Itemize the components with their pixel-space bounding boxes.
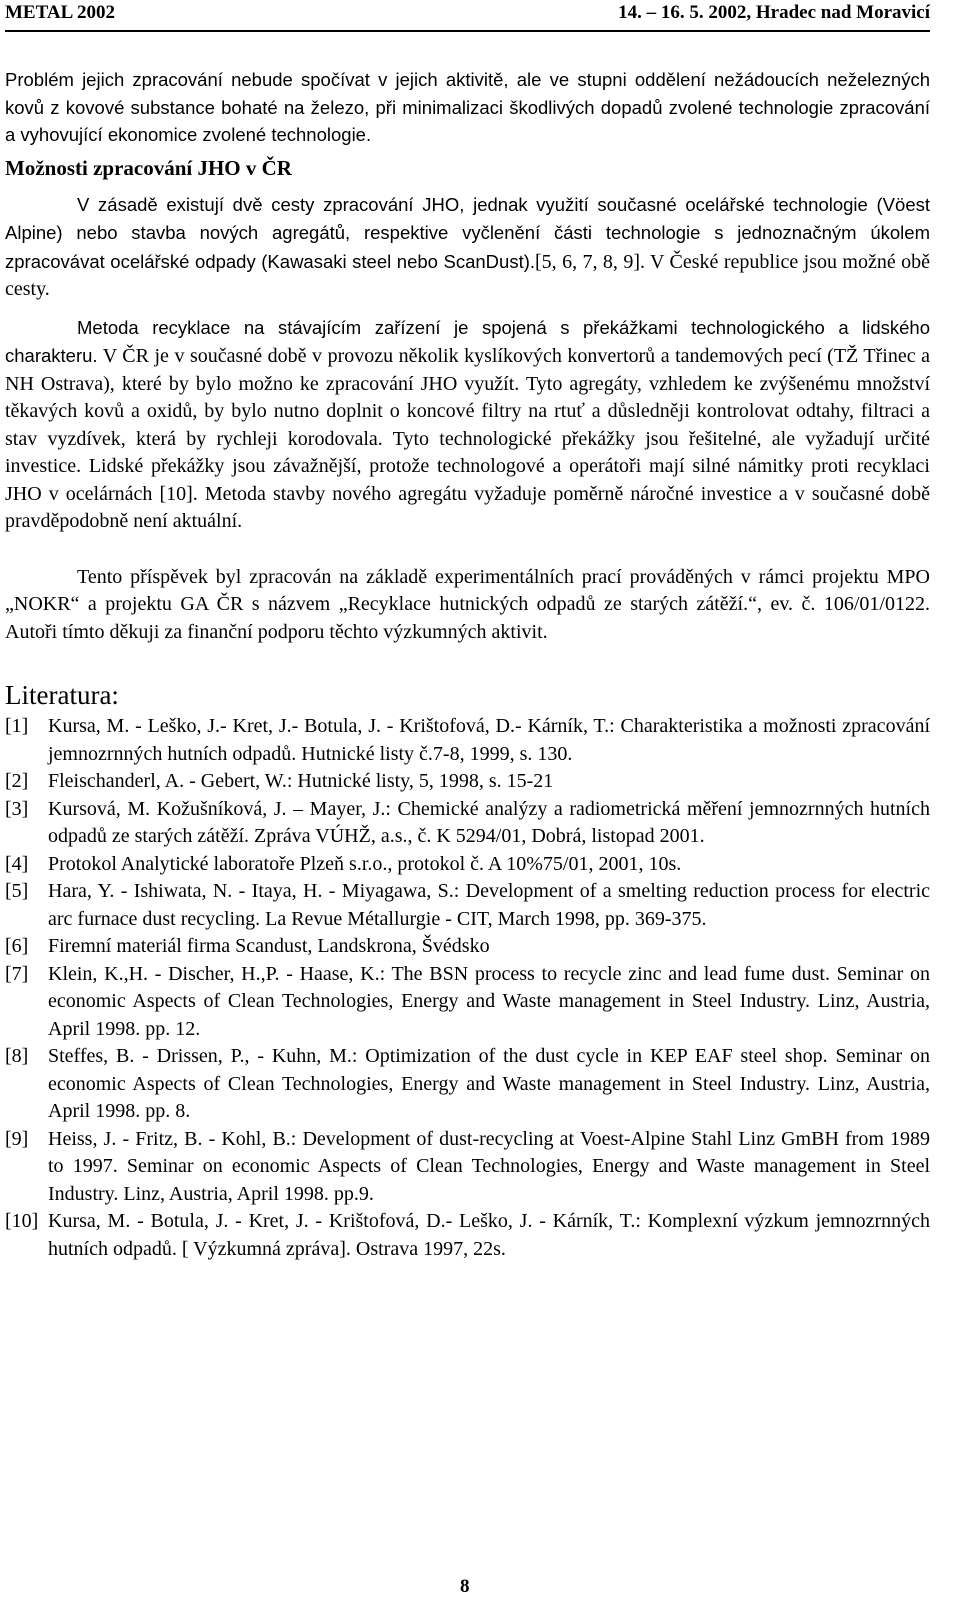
reference-text: Firemní materiál firma Scandust, Landskrona, Švédsko	[48, 935, 490, 957]
reference-text: Hara, Y. - Ishiwata, N. - Itaya, H. - Miyagawa, S.: Development of a smelting reduction process for electric arc furnace dust recycling. La Revue Métallurgie - CIT, March 1998, pp. 369-375.	[48, 880, 930, 930]
page-number: 8	[460, 1576, 470, 1597]
reference-item	[5, 851, 930, 879]
reference-text: Heiss, J. - Fritz, B. - Kohl, B.: Development of dust-recycling at Voest-Alpine Stahl Linz GmBH from 1989 to 1997. Seminar on economic Aspects of Clean Technologies, Energy and Waste management in Steel Industry. Linz, Austria, April 1998. pp.9.	[48, 1127, 930, 1205]
reference-number: [9]	[5, 1127, 29, 1150]
reference-number: [7]	[5, 962, 29, 985]
reference-item	[5, 1208, 930, 1263]
reference-number: [10]	[5, 1210, 39, 1232]
reference-text: Steffes, B. - Drissen, P., - Kuhn, M.: Optimization of the dust cycle in KEP EAF steel shop. Seminar on economic Aspects of Clean Technologies, Energy and Waste management in Steel Industry. Linz, Austria, April 1998. pp. 8.	[48, 1045, 930, 1122]
reference-item	[5, 1043, 930, 1126]
section-title: Možnosti zpracování JHO v ČR	[5, 155, 292, 180]
spacer	[5, 536, 930, 564]
reference-item	[5, 1126, 930, 1209]
reference-number: [2]	[5, 770, 29, 792]
reference-number: [6]	[5, 935, 29, 957]
reference-number: [8]	[5, 1045, 29, 1067]
paragraph-ways-text: V zásadě existují dvě cesty zpracování JHO, jednak využití současné ocelářské technologie (Vöest Alpine) nebo stavba nových agregátů, respektive vyčlenění části technologie s jednoznačným úkolem zpracovávat ocelářské odpady (Kawasaki steel nebo ScanDust).	[5, 193, 930, 272]
spacer	[5, 646, 930, 674]
conference-name: METAL 2002	[5, 2, 115, 23]
paragraph-ways-end: [5, 6, 7, 8, 9]. V České republice jsou možné obě cesty.	[5, 250, 930, 300]
reference-text: Klein, K.,H. - Discher, H.,P. - Haase, K.: The BSN process to recycle zinc and lead fume dust. Seminar on economic Aspects of Clean Technologies, Energy and Waste management in Steel Industry. Linz, Austria, April 1998. pp. 12.	[48, 962, 930, 1040]
reference-item	[5, 768, 930, 796]
reference-item	[5, 933, 930, 961]
reference-text: Fleischanderl, A. - Gebert, W.: Hutnické listy, 5, 1998, s. 15-21	[48, 770, 554, 792]
reference-text: Protokol Analytické laboratoře Plzeň s.r.o., protokol č. A 10%75/01, 2001, 10s.	[48, 852, 682, 875]
paragraph-recycling	[5, 314, 930, 536]
reference-item	[5, 961, 930, 1044]
reference-text: Kursová, M. Kožušníková, J. – Mayer, J.: Chemické analýzy a radiometrická měření jemnozrnných hutních odpadů ze starých zátěží. Zpráva VÚHŽ, a.s., č. K 5294/01, Dobrá, listopad 2001.	[48, 797, 930, 847]
reference-item	[5, 878, 930, 933]
reference-number: [1]	[5, 715, 29, 737]
paragraph-recycling-lead: Metoda recyklace na stávajícím zařízení je spojená s překážkami technologického a lidského charakteru.	[5, 316, 930, 366]
document-body	[5, 66, 930, 1263]
paragraph-ways	[5, 191, 930, 304]
reference-list	[5, 713, 930, 1263]
reference-item	[5, 713, 930, 768]
reference-text: Kursa, M. - Botula, J. - Kret, J. - Krištofová, D.- Leško, J. - Kárník, T.: Komplexní výzkum jemnozrnných hutních odpadů. [ Výzkumná zpráva]. Ostrava 1997, 22s.	[48, 1210, 930, 1260]
reference-number: [4]	[5, 852, 29, 875]
paragraph-recycling-rest: V ČR je v současné době v provozu několik kyslíkových konvertorů a tandemových pecí (TŽ Třinec a NH Ostrava), které by bylo možno ke zpracování JHO využít. Tyto agregáty, vzhledem ke zvýšenému množství těkavých kovů a oxidů, by bylo nutno doplnit o koncové filtry na rtuť a důsledněji kontrolovat odtahy, filtraci a stav vyzdívek, která by rychleji korodovala. Tyto technologické překážky jsou řešitelné, ale vyžadují určité investice. Lidské překážky jsou závažnější, protože technologové a operátoři mají silné námitky proti recyklaci JHO v ocelárnách [10]. Metoda stavby nového agregátu vyžaduje poměrně náročné investice a v současné době pravděpodobně není aktuální.	[5, 345, 930, 532]
conference-date-place: 14. – 16. 5. 2002, Hradec nad Moravicí	[618, 2, 930, 23]
page-header	[5, 0, 930, 32]
literature-title: Literatura:	[5, 680, 119, 710]
intro-paragraph: Problém jejich zpracování nebude spočívat v jejich aktivitě, ale ve stupni oddělení nežádoucích neželezných kovů z kovové substance bohaté na železo, při minimalizaci škodlivých dopadů zvolené technologie zpracování a vyhovující ekonomice zvolené technologie.	[5, 69, 930, 145]
reference-item	[5, 796, 930, 851]
reference-text: Kursa, M. - Leško, J.- Kret, J.- Botula, J. - Krištofová, D.- Kárník, T.: Charakteristika a možnosti zpracování jemnozrnných hutních odpadů. Hutnické listy č.7-8, 1999, s. 130.	[48, 715, 930, 765]
paragraph-acknowledgement: Tento příspěvek byl zpracován na základě experimentálních prací prováděných v rámci projektu MPO „NOKR“ a projektu GA ČR s názvem „Recyklace hutnických odpadů ze starých zátěží.“, ev. č. 106/01/0122. Autoři tímto děkuji za finanční podporu těchto výzkumných aktivit.	[5, 565, 930, 643]
spacer	[5, 304, 930, 314]
reference-number: [3]	[5, 797, 29, 820]
reference-number: [5]	[5, 880, 29, 902]
